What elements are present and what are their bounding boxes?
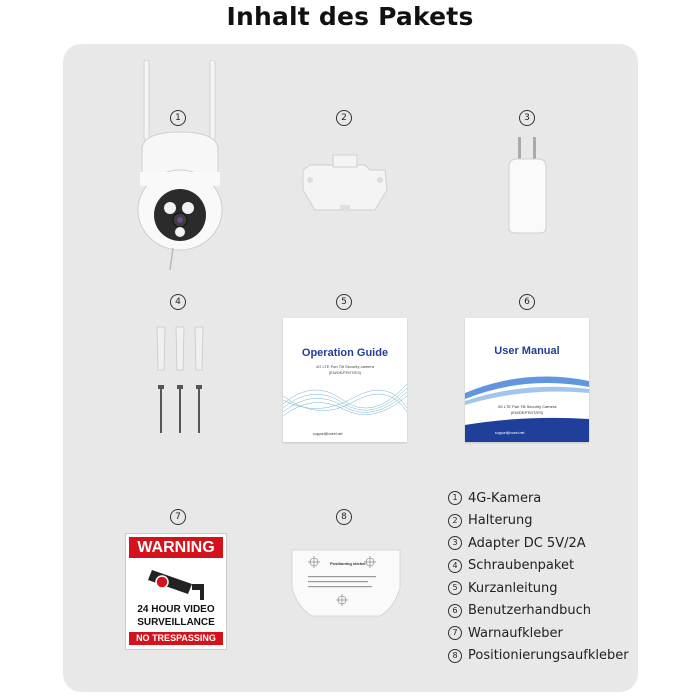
mount-bracket-icon [295, 150, 395, 220]
user-manual-email: support@vueei.net [495, 431, 525, 435]
cctv-camera-icon [144, 560, 208, 602]
legend-number: 1 [448, 491, 462, 505]
operation-guide-subtitle-1: 4G LTE Pan Tilt Security camera [316, 364, 374, 369]
warning-sticker-icon [125, 533, 227, 650]
legend-label: Kurzanleitung [468, 580, 558, 596]
legend-number: 4 [448, 559, 462, 573]
legend-item [448, 487, 648, 510]
legend-number: 7 [448, 626, 462, 640]
item-number-4: 4 [170, 294, 186, 310]
legend-item [448, 622, 648, 645]
blue-band-graphic [465, 373, 589, 442]
item-number-7: 7 [170, 509, 186, 525]
legend-label: Warnaufkleber [468, 625, 563, 641]
user-manual-subtitle-1: 4G LTE Pan Tilt Security Camera [497, 404, 557, 409]
warning-sign-heading: WARNING [129, 537, 223, 558]
item-number-8: 8 [336, 509, 352, 525]
operation-guide-title: Operation Guide [301, 347, 389, 359]
item-number-2: 2 [336, 110, 352, 126]
operation-guide-subtitle-2: (EN/DE/FR/IT/ES) [328, 370, 362, 375]
legend-label: 4G-Kamera [468, 490, 542, 506]
user-manual-title: User Manual [494, 345, 560, 357]
legend-number: 6 [448, 604, 462, 618]
user-manual-subtitle-2: (EN/DE/FR/IT/ES) [510, 410, 544, 415]
item-number-6: 6 [519, 294, 535, 310]
wave-graphic [283, 378, 407, 426]
power-adapter-icon [505, 135, 550, 235]
item-number-3: 3 [519, 110, 535, 126]
legend-item [448, 600, 648, 623]
operation-guide-icon [283, 318, 407, 442]
item-number-1: 1 [170, 110, 186, 126]
positioning-sticker-icon [290, 548, 402, 623]
legend-label: Schraubenpaket [468, 558, 575, 574]
legend-item [448, 555, 648, 578]
legend-label: Positionierungsaufkleber [468, 648, 629, 664]
positioning-sticker-title: Positioning sticker [330, 561, 366, 566]
legend-number: 2 [448, 514, 462, 528]
page-title: Inhalt des Pakets [226, 2, 474, 31]
camera-icon [130, 60, 240, 280]
legend-number: 8 [448, 649, 462, 663]
warning-sign-line1: 24 HOUR VIDEO [137, 604, 215, 615]
legend-label: Benutzerhandbuch [468, 603, 592, 619]
legend-number: 5 [448, 581, 462, 595]
contents-legend [448, 487, 648, 667]
operation-guide-email: support@vueei.net [313, 432, 343, 436]
legend-item [448, 532, 648, 555]
warning-sign-line3: NO TRESPASSING [129, 632, 223, 645]
legend-label: Halterung [468, 513, 533, 529]
legend-item [448, 510, 648, 533]
legend-item [448, 577, 648, 600]
item-number-5: 5 [336, 294, 352, 310]
legend-label: Adapter DC 5V/2A [468, 535, 586, 551]
legend-number: 3 [448, 536, 462, 550]
legend-item [448, 645, 648, 668]
user-manual-icon [465, 318, 589, 442]
warning-sign-line2: SURVEILLANCE [137, 617, 215, 628]
screw-pack-icon [145, 325, 215, 440]
